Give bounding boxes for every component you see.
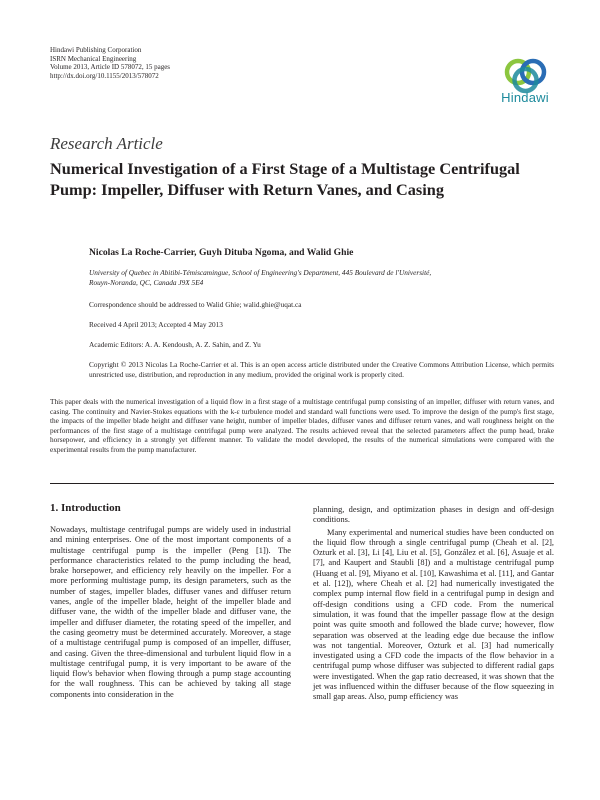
section-divider [50, 483, 554, 484]
hindawi-logo-text: Hindawi [501, 90, 549, 105]
paragraph: Many experimental and numerical studies have been conducted on the liquid flow through a single centrifugal pump (Cheah et al. [2], Ozturk et al. [3], Li [4], Liu et al. [5], González et al. [6], Asuaje et al. [7], and Kaupert and Staubli [8]) and a multistage centrifugal pump (Huang et al. [9], Miyano et al. [10], Kawashima et al. [11], and Gantar et al. [12]), where Cheah et al. [2] had numerically investigated the complex pump internal flow field in a centrifugal pump in design and off-design conditions using a CFD code. From the numerical simulation, it was found that the impeller passage flow at the design point was quite smooth and followed the blade curve; however, flow separation was observed at the leading edge due because the inflow was not tangential. Moreover, Ozturk et al. [3] had numerically investigated using a CFD code the impacts of the flow behavior in a centrifugal pump whose diffuser was subjected to different radial gaps were investigated. When the gap ratio decreased, it was shown that the jet was influenced within the diffuser because of the flow squeezing in small gap areas. Also, pump efficiency was [313, 527, 554, 702]
body-column-left [50, 525, 291, 700]
article-title: Numerical Investigation of a First Stage of a Multistage Centrifugal Pump: Impeller, Diffuser with Return Vanes, and Casing [50, 159, 520, 199]
paragraph: planning, design, and optimization phases in design and off-design conditions. [313, 505, 554, 525]
affiliation [89, 268, 554, 287]
correspondence: Correspondence should be addressed to Walid Ghie; walid.ghie@uqat.ca [89, 300, 302, 309]
publisher-name: Hindawi Publishing Corporation [50, 46, 142, 54]
article-type: Research Article [50, 134, 163, 153]
affiliation-line: University of Quebec in Abitibi-Témiscamingue, School of Engineering's Department, 445 Boulevard de l'Université, [89, 268, 432, 277]
doi-link[interactable]: http://dx.doi.org/10.1155/2013/578072 [50, 71, 159, 80]
paragraph: Nowadays, multistage centrifugal pumps are widely used in industrial and mining enterprises. One of the most important components of a multistage centrifugal pump is the impeller (Peng [1]). The performance characteristics related to the pump including the head, brake horsepower, and efficiency rely heavily on the impeller. For a more performing multistage pump, its design parameters, such as the number of stages, impeller blades, diffuser vanes and diffuser return vanes, angle of the impeller blade, height of the impeller blade and diffuser vane, the width of the impeller blade and diffuser vane, the impeller and diffuser diameter, the rotating speed of the impeller, and the casing geometry must be determined accurately. Moreover, a stage of a multistage centrifugal pump is composed of an impeller, diffuser, and casing. Given the three-dimensional and turbulent liquid flow in a multistage centrifugal pump, it is very important to be aware of the liquid flow's behavior when flowing through a pump stage accounting for the wall roughness. This can be achieved by taking all stage components into consideration in the [50, 525, 291, 699]
academic-editors: Academic Editors: A. A. Kendoush, A. Z. Sahin, and Z. Yu [89, 340, 261, 349]
affiliation-line: Rouyn-Noranda, QC, Canada J9X 5E4 [89, 277, 204, 287]
journal-name: ISRN Mechanical Engineering [50, 54, 137, 63]
copyright-notice: Copyright © 2013 Nicolas La Roche-Carrier et al. This is an open access article distributed under the Creative Commons Attribution License, which permits unrestricted use, distribution, and reproduction in any medium, provided the original work is properly cited. [89, 360, 554, 379]
volume-info: Volume 2013, Article ID 578072, 15 pages [50, 63, 171, 72]
abstract: This paper deals with the numerical investigation of a liquid flow in a first stage of a multistage centrifugal pump consisting of an impeller, diffuser with return vanes, and casing. The continuity and Navier-Stokes equations with the k-ε turbulence model and standard wall functions were used. To improve the design of the pump's first stage, the impacts of the impeller blade height and diffuser vane height, number of impeller blades, diffuser vanes and diffuser return vanes, and wall roughness height on the performances of the first stage of a multistage centrifugal pump were analyzed. The results achieved reveal that the selected parameters affect the pump head, brake horsepower, and efficiency in a strongly yet different manner. To validate the model developed, the results of the numerical simulations were compared with the experimental results from the pump manufacturer. [50, 397, 554, 454]
author-list: Nicolas La Roche-Carrier, Guyh Dituba Ngoma, and Walid Ghie [89, 247, 354, 258]
section-heading: 1. Introduction [50, 502, 121, 514]
journal-metadata [50, 46, 170, 80]
body-column-right [313, 505, 554, 703]
submission-dates: Received 4 April 2013; Accepted 4 May 2013 [89, 320, 223, 329]
